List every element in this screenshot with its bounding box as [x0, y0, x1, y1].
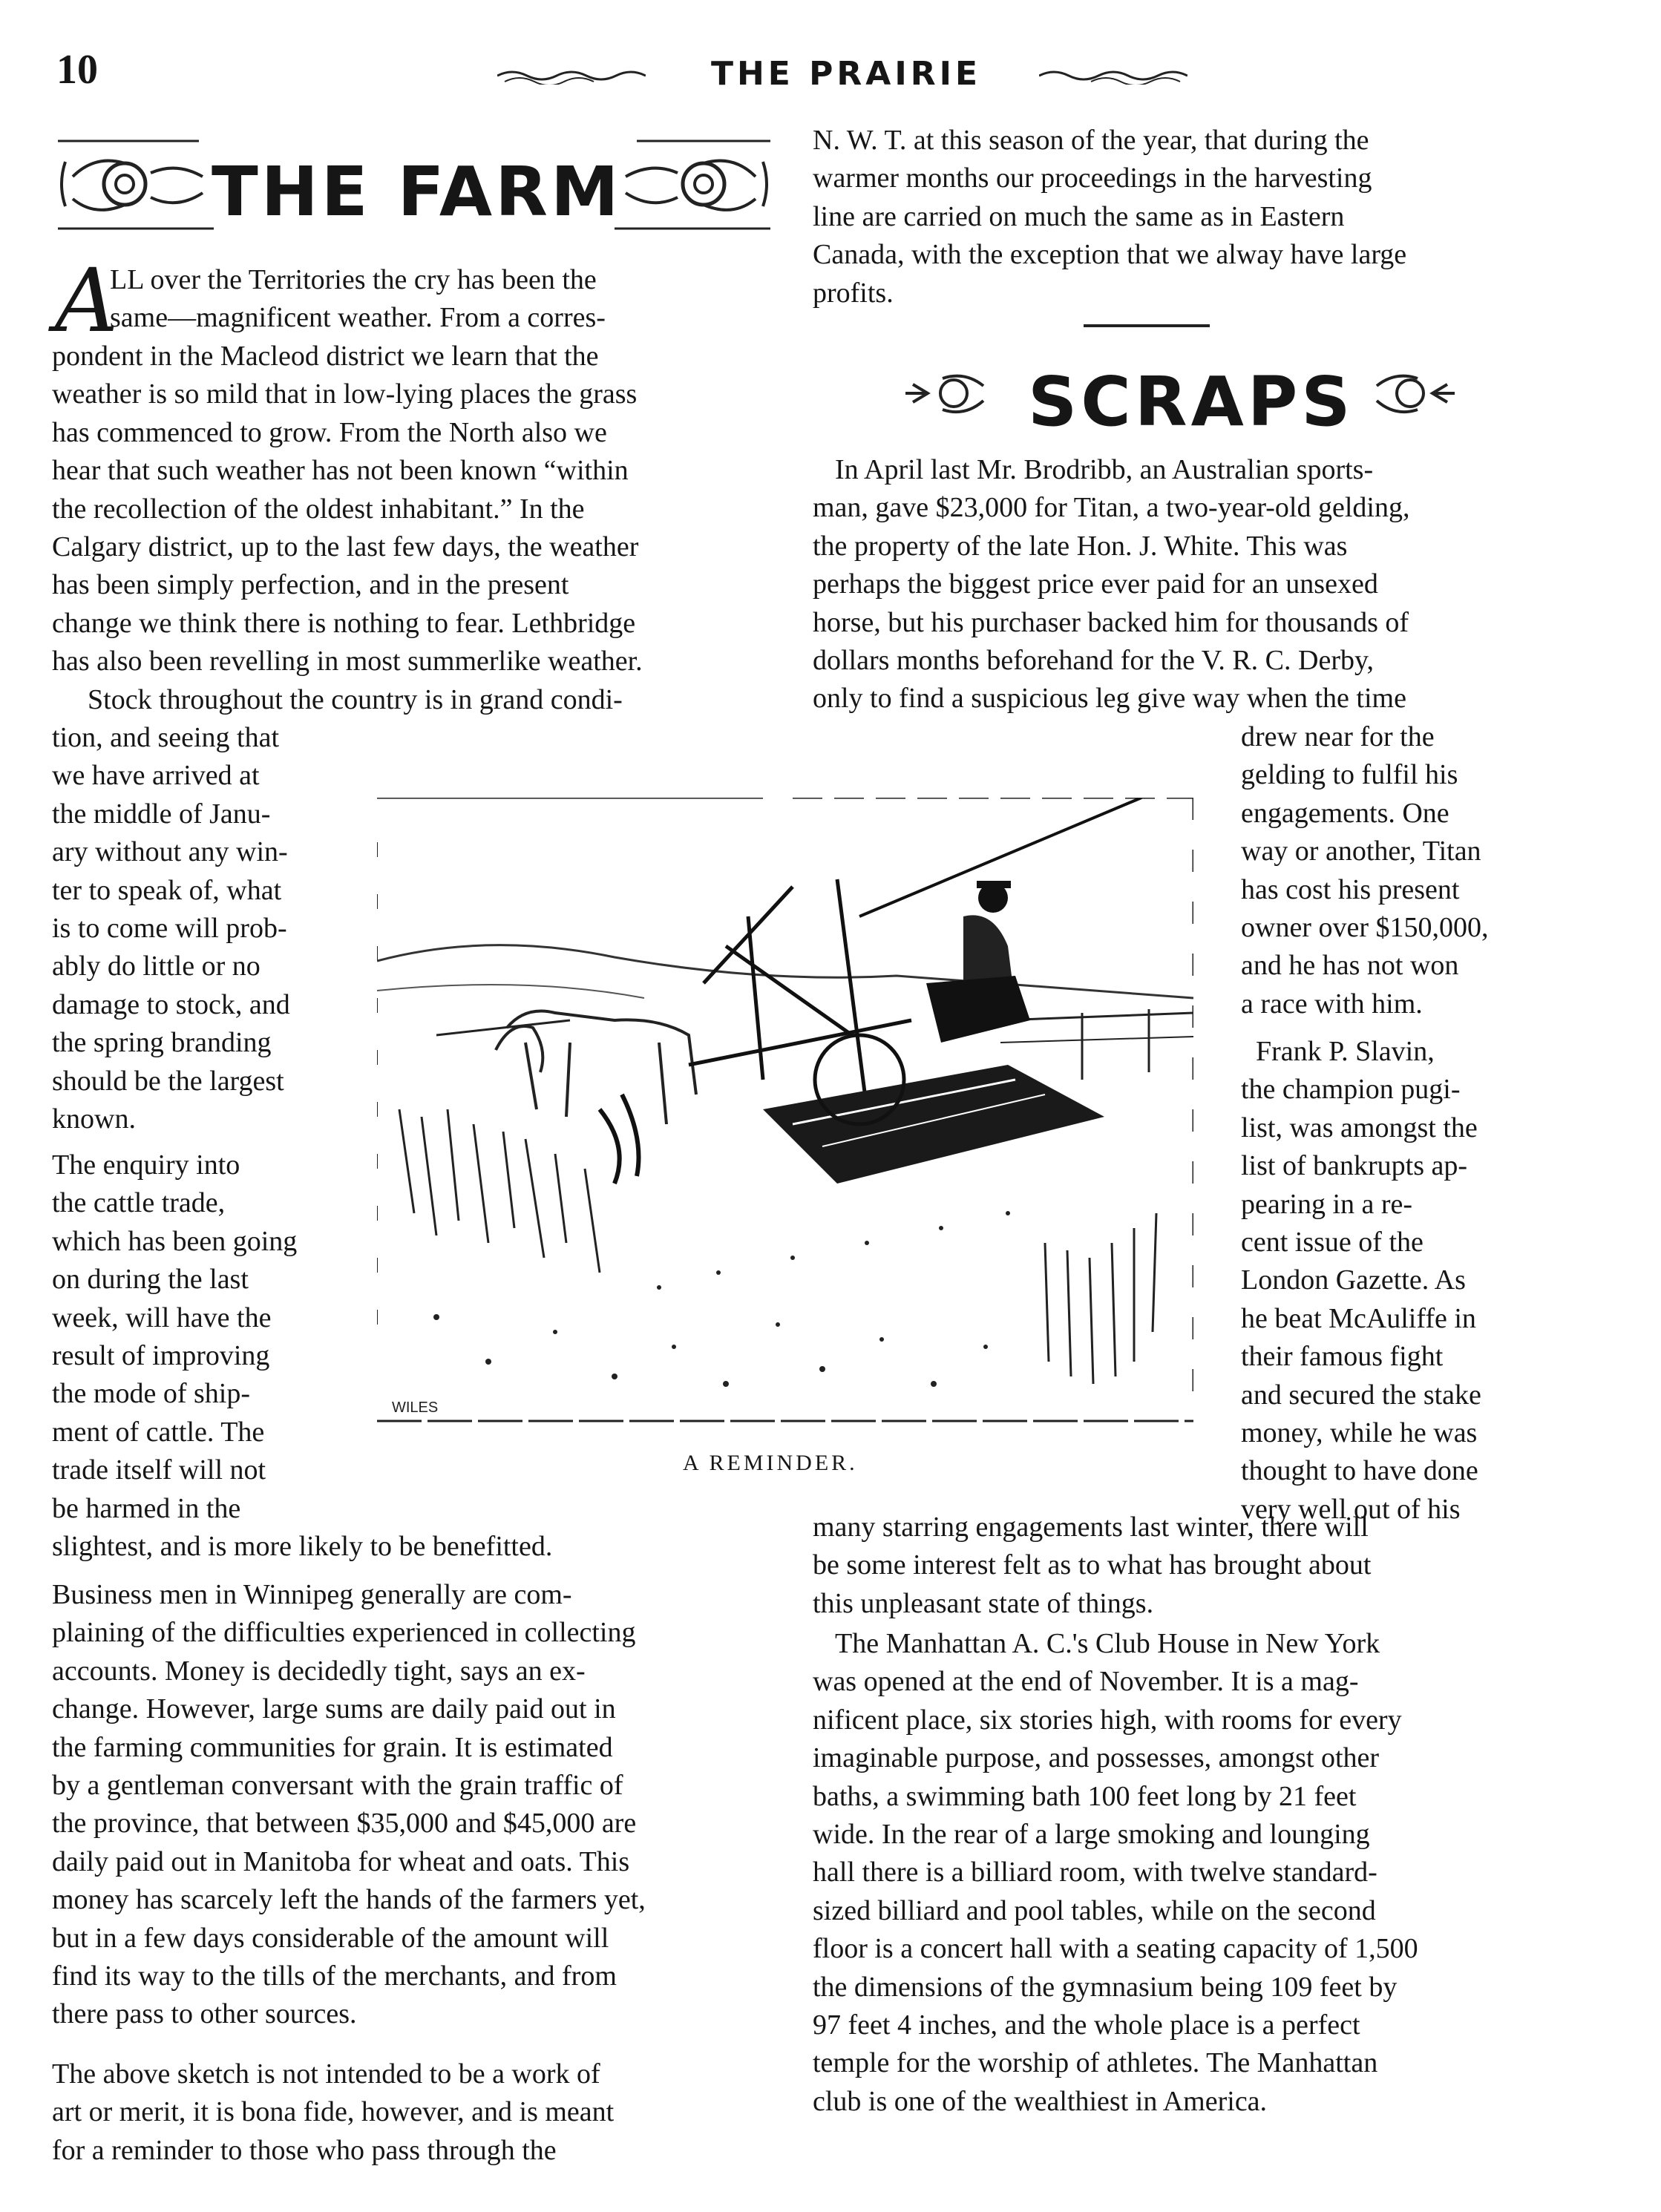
- text-line: line are carried on much the same as in Eastern: [813, 200, 1345, 232]
- text-line: man, gave $23,000 for Titan, a two-year-old gelding,: [813, 492, 1410, 524]
- artist-signature: WILES: [392, 1399, 439, 1416]
- text-line: this unpleasant state of things.: [813, 1587, 1154, 1619]
- ornament-right: [1039, 67, 1187, 85]
- farm-paragraph-3-narrow: [52, 1146, 349, 1528]
- text-line: there pass to other sources.: [52, 1998, 357, 2030]
- text-line: week, will have the: [52, 1302, 272, 1333]
- text-line: 97 feet 4 inches, and the whole place is a perfect: [813, 2009, 1360, 2041]
- text-line: the province, that between $35,000 and $45,000 are: [52, 1808, 637, 1839]
- running-title: [475, 55, 1217, 93]
- text-line: art or merit, it is bona fide, however, and is meant: [52, 2096, 615, 2128]
- page-number: 10: [56, 47, 98, 93]
- text-line: has been simply perfection, and in the present: [52, 569, 569, 601]
- text-line: the property of the late Hon. J. White. This was: [813, 530, 1348, 562]
- ornament-left: [497, 67, 646, 85]
- right-column-top-paragraph: [813, 122, 1536, 312]
- text-line: Canada, with the exception that we alway have large: [813, 239, 1407, 271]
- text-line: way or another, Titan: [1241, 836, 1481, 867]
- text-line: N. W. T. at this season of the year, that during the: [813, 125, 1369, 156]
- text-line: nificent place, six stories high, with rooms for every: [813, 1704, 1402, 1736]
- scraps-paragraph-2-narrow: [1241, 1033, 1538, 1529]
- text-line: owner over $150,000,: [1241, 912, 1489, 944]
- text-line: hall there is a billiard room, with twelve standard-: [813, 1857, 1377, 1888]
- text-line: accounts. Money is decidedly tight, says an ex-: [52, 1655, 586, 1687]
- text-line: is to come will prob-: [52, 913, 287, 945]
- text-line: known.: [52, 1103, 136, 1135]
- text-line: ably do little or no: [52, 951, 261, 982]
- text-line: a race with him.: [1241, 988, 1423, 1020]
- farm-paragraph-1: [110, 261, 778, 338]
- text-line: be some interest felt as to what has brought about: [813, 1549, 1372, 1581]
- text-line: drew near for the: [1241, 721, 1435, 752]
- text-line: money, while he was: [1241, 1417, 1478, 1449]
- text-line: The enquiry into: [52, 1149, 240, 1181]
- running-title-text: THE PRAIRIE: [710, 55, 982, 93]
- farm-title: THE FARM: [212, 152, 622, 232]
- text-line: and he has not won: [1241, 950, 1459, 982]
- farm-paragraph-3-end: [52, 1528, 779, 1566]
- text-line: profits.: [813, 277, 894, 309]
- text-line: trade itself will not: [52, 1454, 266, 1486]
- text-line: tion, and seeing that: [52, 722, 280, 753]
- text-line: the middle of Janu-: [52, 798, 271, 830]
- text-line: hear that such weather has not been known “within: [52, 455, 629, 487]
- text-line: change. However, large sums are daily paid out in: [52, 1693, 616, 1725]
- text-line: engagements. One: [1241, 797, 1449, 829]
- text-line: find its way to the tills of the merchants, and from: [52, 1960, 617, 1992]
- text-line: list of bankrupts ap-: [1241, 1150, 1468, 1182]
- text-line: gelding to fulfil his: [1241, 759, 1458, 791]
- text-line: ary without any win-: [52, 836, 288, 868]
- text-line: result of improving: [52, 1340, 270, 1372]
- scraps-paragraph-2-wide: [813, 1509, 1536, 1623]
- farm-paragraph-2-narrow: [52, 719, 349, 1138]
- text-line: ter to speak of, what: [52, 874, 282, 906]
- scraps-paragraph-1-narrow: [1241, 718, 1538, 1023]
- text-line: was opened at the end of November. It is a mag-: [813, 1666, 1359, 1698]
- text-line: change we think there is nothing to fear. Lethbridge: [52, 607, 636, 639]
- text-line: should be the largest: [52, 1065, 284, 1097]
- farm-paragraph-5: [52, 2055, 779, 2170]
- text-line: horse, but his purchaser backed him for thousands of: [813, 606, 1409, 638]
- text-line: the mode of ship-: [52, 1378, 251, 1410]
- text-line: temple for the worship of athletes. The Manhattan: [813, 2047, 1378, 2079]
- scraps-paragraph-3: [813, 1625, 1536, 2121]
- text-line: on during the last: [52, 1264, 249, 1296]
- scraps-title: SCRAPS: [1028, 362, 1354, 442]
- text-line: imaginable purpose, and possesses, amongst other: [813, 1742, 1380, 1774]
- text-line: warmer months our proceedings in the harvesting: [813, 163, 1372, 194]
- text-line: ment of cattle. The: [52, 1416, 265, 1448]
- reaper-illustration: [377, 798, 1193, 1436]
- text-line: the recollection of the oldest inhabitant.” In the: [52, 493, 585, 525]
- text-line: which has been going: [52, 1225, 298, 1257]
- text-line: London Gazette. As: [1241, 1264, 1466, 1296]
- text-line: Frank P. Slavin,: [1256, 1036, 1435, 1067]
- text-line: damage to stock, and: [52, 988, 290, 1020]
- text-line: he beat McAuliffe in: [1241, 1302, 1476, 1334]
- text-line: the champion pugi-: [1241, 1074, 1461, 1106]
- scraps-paragraph-1: [813, 451, 1536, 718]
- text-line: floor is a concert hall with a seating capacity of 1,500: [813, 1933, 1418, 1965]
- text-line: thought to have done: [1241, 1455, 1478, 1487]
- illustration-caption: A REMINDER.: [683, 1451, 858, 1475]
- text-line: list, was amongst the: [1241, 1112, 1478, 1143]
- text-line: In April last Mr. Brodribb, an Australian sports-: [835, 454, 1374, 485]
- text-line: slightest, and is more likely to be benefitted.: [52, 1531, 553, 1562]
- text-line: Calgary district, up to the last few days, the weather: [52, 531, 639, 563]
- text-line: only to find a suspicious leg give way when the time: [813, 683, 1406, 715]
- text-line: plaining of the difficulties experienced in collecting: [52, 1617, 636, 1649]
- text-line: The above sketch is not intended to be a work of: [52, 2058, 600, 2090]
- text-line: The Manhattan A. C.'s Club House in New York: [835, 1628, 1380, 1659]
- text-line: many starring engagements last winter, there will: [813, 1512, 1369, 1543]
- text-line: the farming communities for grain. It is estimated: [52, 1731, 613, 1763]
- text-line: dollars months beforehand for the V. R. C. Derby,: [813, 645, 1375, 677]
- text-line: Business men in Winnipeg generally are com-: [52, 1579, 572, 1610]
- text-line: same—magnificent weather. From a corres-: [110, 302, 606, 334]
- text-line: daily paid out in Manitoba for wheat and oats. This: [52, 1845, 630, 1877]
- text-line: for a reminder to those who pass through the: [52, 2134, 557, 2166]
- text-line: Stock throughout the country is in grand condi-: [88, 684, 623, 715]
- text-line: by a gentleman conversant with the grain traffic of: [52, 1770, 623, 1802]
- text-line: LL over the Territories the cry has been the: [110, 264, 597, 295]
- text-line: and secured the stake: [1241, 1379, 1481, 1411]
- text-line: the dimensions of the gymnasium being 109 feet by: [813, 1971, 1398, 2003]
- text-line: wide. In the rear of a large smoking and lounging: [813, 1819, 1370, 1851]
- text-line: has cost his present: [1241, 873, 1460, 905]
- text-line: but in a few days considerable of the amount will: [52, 1922, 609, 1954]
- text-line: has also been revelling in most summerlike weather.: [52, 646, 643, 677]
- text-line: cent issue of the: [1241, 1227, 1424, 1258]
- text-line: sized billiard and pool tables, while on the second: [813, 1894, 1376, 1926]
- dropcap: A: [55, 249, 119, 352]
- text-line: the spring branding: [52, 1027, 272, 1059]
- farm-paragraph-4: [52, 1576, 779, 2034]
- text-line: has commenced to grow. From the North also we: [52, 416, 607, 448]
- text-line: their famous fight: [1241, 1341, 1444, 1373]
- text-line: baths, a swimming bath 100 feet long by 21 feet: [813, 1780, 1357, 1812]
- text-line: the cattle trade,: [52, 1187, 226, 1219]
- text-line: pondent in the Macleod district we learn that the: [52, 341, 599, 372]
- text-line: weather is so mild that in low-lying places the grass: [52, 378, 638, 410]
- text-line: money has scarcely left the hands of the farmers yet,: [52, 1884, 646, 1916]
- text-line: perhaps the biggest price ever paid for an unsexed: [813, 568, 1378, 600]
- section-divider-rule: [1084, 324, 1210, 327]
- text-line: we have arrived at: [52, 760, 260, 792]
- text-line: club is one of the wealthiest in America.: [813, 2085, 1268, 2117]
- farm-paragraph-1-cont: [52, 338, 779, 681]
- text-line: very well out of his: [1241, 1493, 1461, 1525]
- farm-paragraph-2: [88, 681, 778, 719]
- text-line: be harmed in the: [52, 1492, 241, 1524]
- text-line: pearing in a re-: [1241, 1188, 1413, 1220]
